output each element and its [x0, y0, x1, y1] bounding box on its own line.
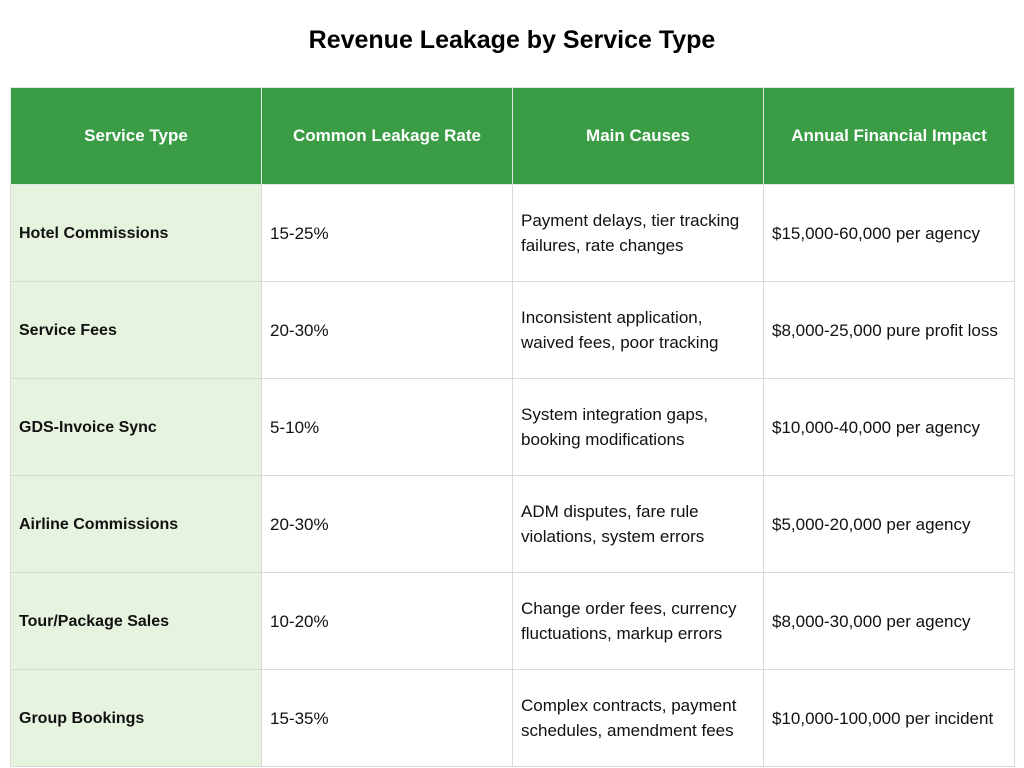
leakage-rate-cell: 5-10% [262, 379, 513, 476]
table-row [11, 476, 1015, 573]
page-title: Revenue Leakage by Service Type [308, 26, 716, 54]
financial-impact-cell: $8,000-25,000 pure profit loss [764, 282, 1015, 379]
table-row [11, 379, 1015, 476]
leakage-table [10, 87, 1015, 767]
service-type-cell: Hotel Commissions [11, 185, 262, 282]
table-row [11, 573, 1015, 670]
main-causes-cell: Complex contracts, payment schedules, amendment fees [513, 670, 764, 767]
table-row [11, 185, 1015, 282]
leakage-rate-cell: 10-20% [262, 573, 513, 670]
leakage-rate-cell: 15-25% [262, 185, 513, 282]
main-causes-cell: System integration gaps, booking modifications [513, 379, 764, 476]
main-causes-cell: Inconsistent application, waived fees, poor tracking [513, 282, 764, 379]
header-financial-impact: Annual Financial Impact [764, 88, 1015, 185]
main-causes-cell: Change order fees, currency fluctuations, markup errors [513, 573, 764, 670]
financial-impact-cell: $10,000-100,000 per incident [764, 670, 1015, 767]
financial-impact-cell: $10,000-40,000 per agency [764, 379, 1015, 476]
main-causes-cell: Payment delays, tier tracking failures, rate changes [513, 185, 764, 282]
main-causes-cell: ADM disputes, fare rule violations, system errors [513, 476, 764, 573]
service-type-cell: Service Fees [11, 282, 262, 379]
table-row [11, 282, 1015, 379]
service-type-cell: Group Bookings [11, 670, 262, 767]
service-type-cell: Tour/Package Sales [11, 573, 262, 670]
financial-impact-cell: $8,000-30,000 per agency [764, 573, 1015, 670]
service-type-cell: Airline Commissions [11, 476, 262, 573]
table-header-row [11, 88, 1015, 185]
table-row [11, 670, 1015, 767]
header-leakage-rate: Common Leakage Rate [262, 88, 513, 185]
leakage-rate-cell: 15-35% [262, 670, 513, 767]
leakage-rate-cell: 20-30% [262, 476, 513, 573]
service-type-cell: GDS-Invoice Sync [11, 379, 262, 476]
leakage-rate-cell: 20-30% [262, 282, 513, 379]
financial-impact-cell: $5,000-20,000 per agency [764, 476, 1015, 573]
header-main-causes: Main Causes [513, 88, 764, 185]
financial-impact-cell: $15,000-60,000 per agency [764, 185, 1015, 282]
header-service-type: Service Type [11, 88, 262, 185]
